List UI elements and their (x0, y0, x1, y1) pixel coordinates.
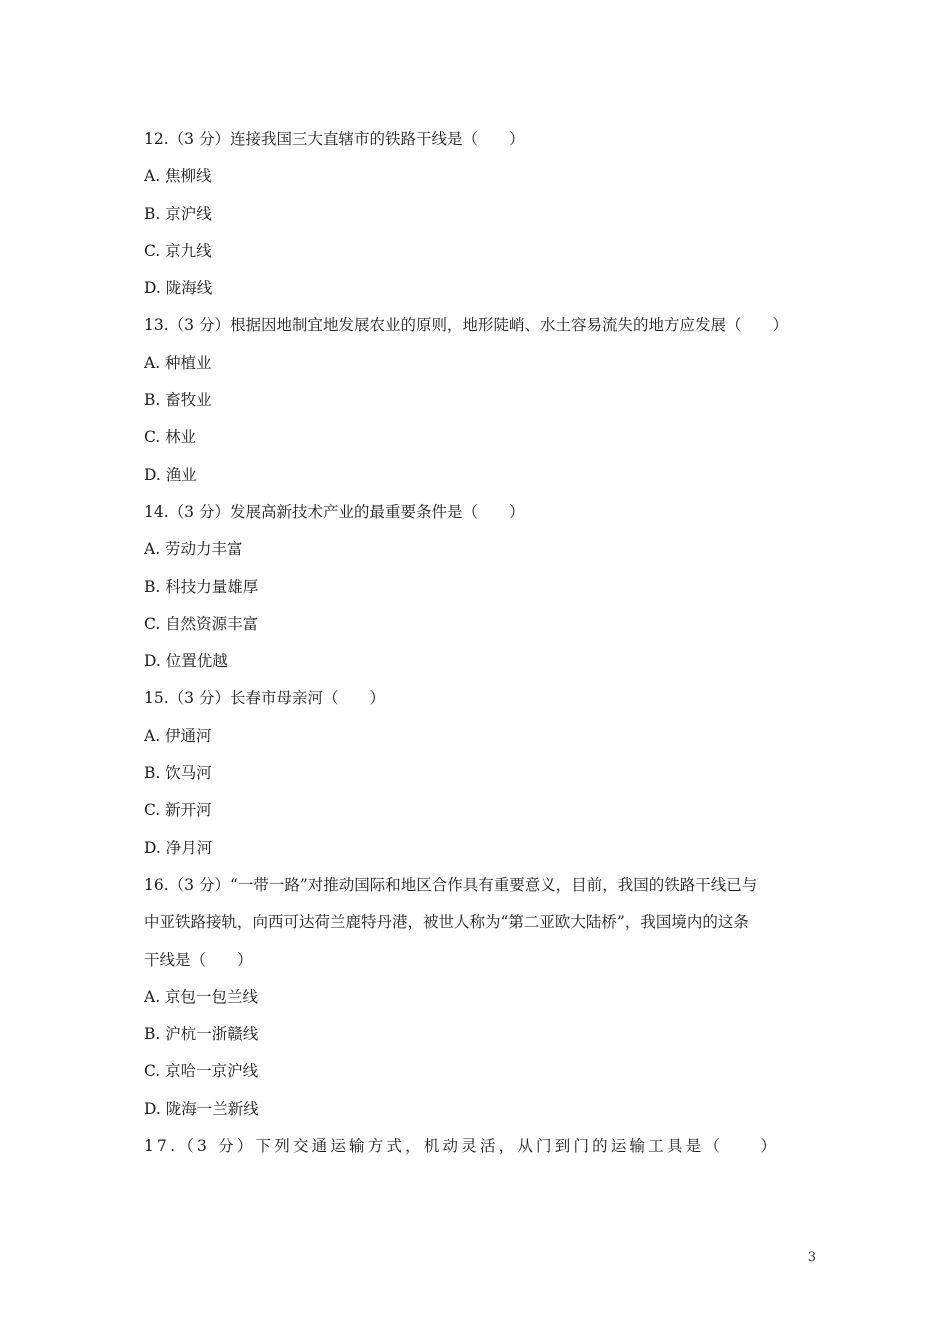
question-stem: 14.（3 分）发展高新技术产业的最重要条件是（ ） (144, 502, 525, 521)
question-stem-line-3: 干线是（ ） (144, 950, 253, 969)
question-17 (144, 1128, 814, 1165)
question-stem-line-2: 中亚铁路接轨，向西可达荷兰鹿特丹港，被世人称为“第二亚欧大陆桥”，我国境内的这条 (144, 913, 749, 932)
option-d: D. 净月河 (144, 838, 213, 857)
option-d: D. 陇海线 (144, 279, 213, 298)
option-a: A. 焦柳线 (144, 167, 212, 186)
question-stem: 12.（3 分）连接我国三大直辖市的铁路干线是（ ） (144, 130, 525, 148)
question-stem: 13.（3 分）根据因地制宜地发展农业的原则，地形陡峭、水土容易流失的地方应发展（ ） (144, 316, 788, 335)
question-15 (144, 680, 814, 866)
question-14 (144, 494, 814, 680)
question-12 (144, 121, 814, 307)
option-b: B. 沪杭一浙赣线 (144, 1025, 259, 1044)
option-b: B. 畜牧业 (144, 391, 212, 410)
option-d: D. 渔业 (144, 465, 197, 484)
question-stem: 17.（3 分）下列交通运输方式，机动灵活，从门到门的运输工具是（ ） (144, 1137, 780, 1156)
option-a: A. 伊通河 (144, 726, 212, 745)
option-c: C. 林业 (144, 428, 197, 447)
question-13 (144, 307, 814, 493)
option-d: D. 陇海一兰新线 (144, 1099, 259, 1118)
option-c: C. 京九线 (144, 241, 212, 260)
option-a: A. 劳动力丰富 (144, 540, 243, 559)
option-a: A. 种植业 (144, 353, 212, 372)
page-number: 3 (807, 1250, 816, 1265)
option-b: B. 京沪线 (144, 204, 212, 223)
option-d: D. 位置优越 (144, 652, 228, 671)
question-16 (144, 867, 814, 1128)
question-stem: 15.（3 分）长春市母亲河（ ） (144, 689, 385, 708)
option-b: B. 科技力量雄厚 (144, 577, 259, 596)
question-list (144, 121, 814, 1165)
option-b: B. 饮马河 (144, 764, 212, 783)
option-c: C. 新开河 (144, 801, 212, 820)
option-a: A. 京包一包兰线 (144, 987, 259, 1006)
question-stem-line-1: 16.（3 分）“一带一路”对推动国际和地区合作具有重要意义，目前，我国的铁路干线已与 (144, 875, 758, 894)
option-c: C. 自然资源丰富 (144, 614, 259, 633)
option-c: C. 京哈一京沪线 (144, 1062, 259, 1081)
